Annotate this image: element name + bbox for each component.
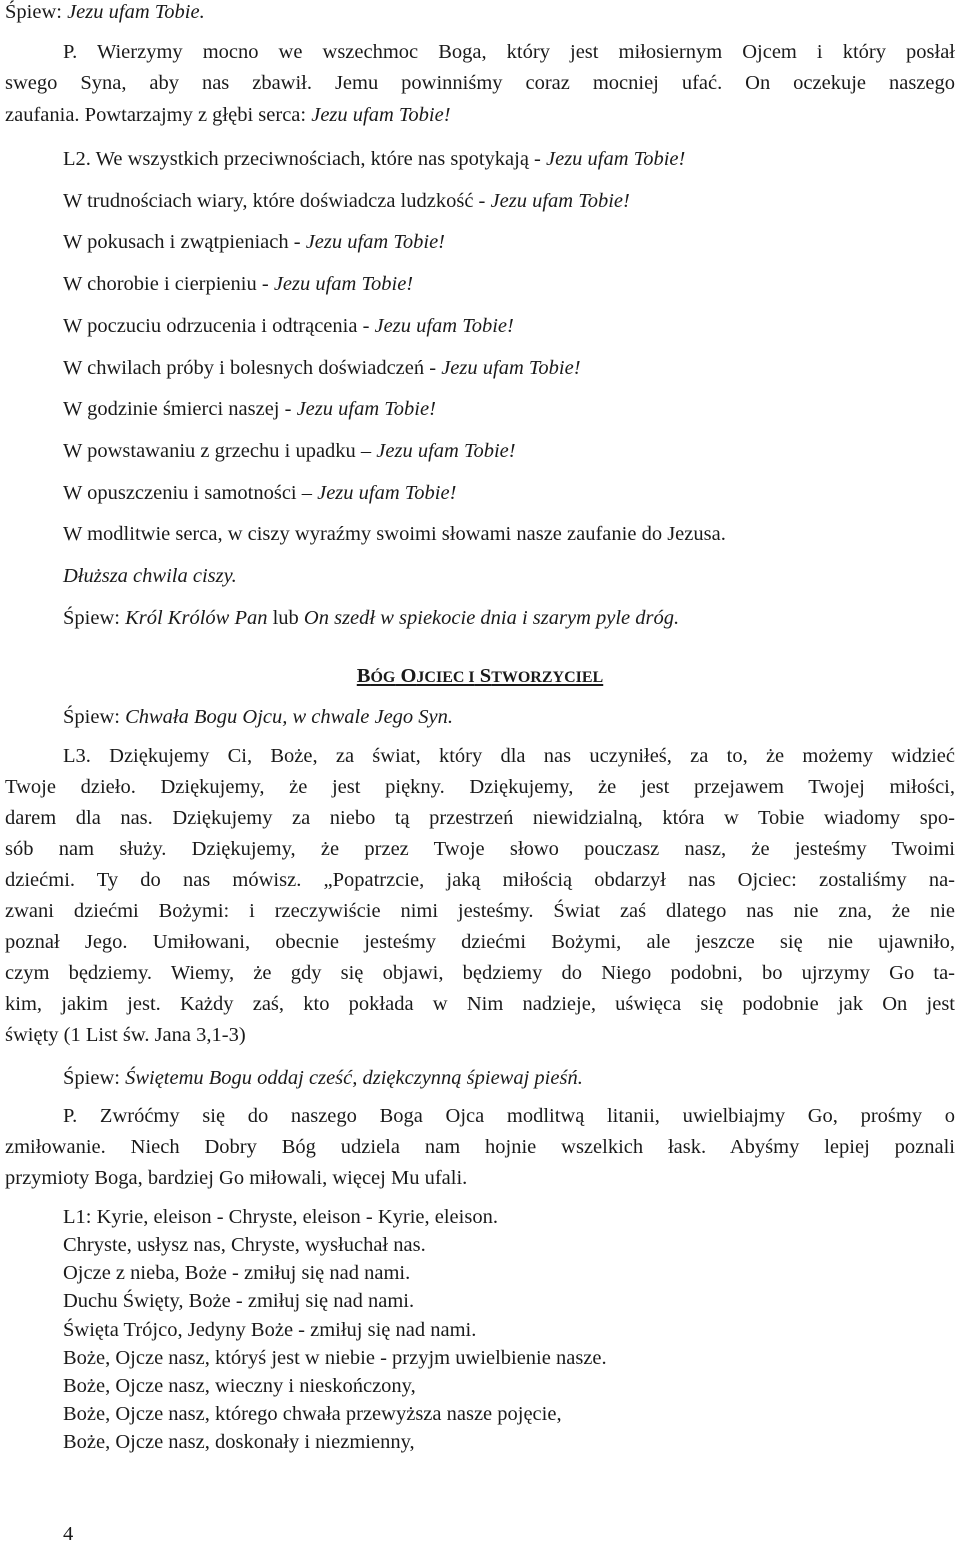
text-run: zwani dziećmi Bożymi: i rzeczywiście nimi jesteśmy. Świat zaś dlatego nas nie zna, że nie [5, 900, 955, 922]
text-run: czym będziemy. Wiemy, że gdy się objawi, będziemy do Niego podobni, bo ujrzymy Go ta- [5, 962, 955, 984]
text-run: Boże, Ojcze nasz, doskonały i niezmienny, [63, 1431, 415, 1453]
text-line [5, 1023, 246, 1047]
text-run: W chorobie i cierpieniu - [63, 273, 274, 295]
text-line [63, 272, 413, 296]
text-line [63, 314, 514, 338]
text-run: P. Zwróćmy się do naszego Boga Ojca modlitwą litanii, uwielbiajmy Go, prośmy o [63, 1105, 955, 1127]
text-line [5, 868, 955, 892]
italic-text: Jezu ufam Tobie! [311, 104, 451, 126]
text-line [63, 1261, 410, 1285]
text-line [63, 1289, 414, 1313]
text-line [63, 481, 456, 505]
text-line [63, 1205, 498, 1229]
text-line [63, 439, 516, 463]
text-run: L3. Dziękujemy Ci, Boże, za świat, który dla nas uczyniłeś, za to, że możemy widzieć [63, 745, 955, 767]
text-line [5, 103, 451, 127]
heading-part: S [474, 665, 492, 687]
text-run: zmiłowanie. Niech Dobry Bóg udziela nam hojnie wszelkich łask. Abyśmy lepiej poznali [5, 1136, 955, 1158]
section-heading [5, 664, 955, 690]
text-line [5, 1166, 467, 1190]
text-run: W pokusach i zwątpieniach - [63, 231, 306, 253]
text-line [5, 837, 955, 861]
text-run: święty (1 List św. Jana 3,1-3) [5, 1024, 246, 1046]
italic-text: Jezu ufam Tobie! [376, 440, 516, 462]
text-line [63, 1104, 955, 1128]
text-line [63, 397, 436, 421]
text-line [5, 961, 955, 985]
text-line [63, 606, 679, 630]
italic-text: Świętemu Bogu oddaj cześć, dziękczynną śpiewaj pieśń. [125, 1067, 583, 1089]
text-run: Śpiew: [63, 706, 126, 728]
text-line [63, 744, 955, 768]
text-run: Śpiew: [63, 607, 126, 629]
text-line [5, 806, 955, 830]
heading-part: O [395, 665, 417, 687]
text-line [5, 992, 955, 1016]
text-line [63, 1402, 562, 1426]
text-run: zaufania. Powtarzajmy z głębi serca: [5, 104, 312, 126]
text-run: Święta Trójco, Jedyny Boże - zmiłuj się nad nami. [63, 1319, 477, 1341]
text-line [5, 930, 955, 954]
text-run: Ojcze z nieba, Boże - zmiłuj się nad nami. [63, 1262, 411, 1284]
text-run: Duchu Święty, Boże - zmiłuj się nad nami. [63, 1290, 415, 1312]
italic-text: Jezu ufam Tobie! [317, 482, 457, 504]
text-run: W godzinie śmierci naszej - [63, 398, 297, 420]
text-line [63, 1430, 415, 1454]
text-run: W trudnościach wiary, które doświadcza ludzkość - [63, 190, 491, 212]
text-line [63, 564, 237, 588]
text-run: swego Syna, aby nas zbawił. Jemu powinniśmy coraz mocniej ufać. On oczekuje naszego [5, 72, 955, 94]
italic-text: Dłuższa chwila ciszy. [63, 565, 237, 587]
text-run: Boże, Ojcze nasz, któryś jest w niebie - przyjm uwielbienie nasze. [63, 1347, 607, 1369]
text-line [63, 1346, 607, 1370]
italic-text: Jezu ufam Tobie! [441, 357, 581, 379]
text-line [63, 522, 726, 546]
page-number: 4 [63, 1523, 74, 1545]
heading-part: ÓG [370, 669, 396, 686]
text-line [63, 147, 685, 171]
text-run: Chryste, usłysz nas, Chryste, wysłuchał nas. [63, 1234, 426, 1256]
italic-text: Jezu ufam Tobie! [273, 273, 414, 295]
text-line [63, 1318, 476, 1342]
text-line [63, 1066, 583, 1090]
italic-text: Jezu ufam Tobie! [374, 315, 514, 337]
text-run: Śpiew: [5, 1, 68, 23]
text-run: poznał Jego. Umiłowani, obecnie jesteśmy dziećmi Bożymi, ale jeszcze się nie ujawniło, [5, 931, 955, 953]
text-line [63, 1233, 426, 1257]
text-line [5, 899, 955, 923]
text-run: L1: Kyrie, eleison - Chryste, eleison - Kyrie, eleison. [63, 1206, 498, 1228]
text-run: W poczuciu odrzucenia i odtrącenia - [63, 315, 375, 337]
italic-text: Jezu ufam Tobie! [305, 231, 446, 253]
text-run: Twoje dzieło. Dziękujemy, że jest piękny. Dziękujemy, że jest przejawem Twojej miłości, [5, 776, 955, 798]
text-run: Śpiew: [63, 1067, 126, 1089]
italic-text: Jezu ufam Tobie! [546, 148, 686, 170]
text-run: Boże, Ojcze nasz, którego chwała przewyższa nasze pojęcie, [63, 1403, 562, 1425]
italic-text: Jezu ufam Tobie. [67, 1, 205, 23]
text-run: W opuszczeniu i samotności – [63, 482, 318, 504]
text-run: W powstawaniu z grzechu i upadku – [63, 440, 377, 462]
text-line [5, 0, 205, 24]
text-run: Boże, Ojcze nasz, wieczny i nieskończony, [63, 1375, 416, 1397]
text-run: darem dla nas. Dziękujemy za niebo tą przestrzeń niewidzialną, która w Tobie wiadomy spo- [5, 807, 955, 829]
text-run: dziećmi. Ty do nas mówisz. „Popatrzcie, jaką miłością obdarzył nas Ojciec: zostaliśmy na- [5, 869, 955, 891]
text-line [5, 1135, 955, 1159]
text-line [5, 775, 955, 799]
italic-text: On szedł w spiekocie dnia i szarym pyle dróg. [303, 607, 680, 629]
text-line [63, 40, 955, 64]
text-line [63, 356, 581, 380]
heading-part: TWORZYCIEL [491, 669, 604, 686]
text-line [63, 230, 445, 254]
text-run: L2. We wszystkich przeciwnościach, które nas spotykają - [63, 148, 546, 170]
text-run: lub [267, 607, 304, 629]
text-run: W modlitwie serca, w ciszy wyraźmy swoimi słowami nasze zaufanie do Jezusa. [63, 523, 726, 545]
italic-text: Jezu ufam Tobie! [296, 398, 436, 420]
text-run: W chwilach próby i bolesnych doświadczeń - [63, 357, 442, 379]
heading-part: JCIEC I [416, 669, 475, 686]
italic-text: Chwała Bogu Ojcu, w chwale Jego Syn. [125, 706, 454, 728]
text-run: sób nam służy. Dziękujemy, że przez Twoje słowo pouczasz nasz, że jesteśmy Twoimi [5, 838, 955, 860]
text-line [5, 71, 955, 95]
text-run: kim, jakim jest. Każdy zaś, kto pokłada w Nim nadzieje, uświęca się podobnie jak On jest [5, 993, 955, 1015]
text-line [63, 1374, 416, 1398]
italic-text: Jezu ufam Tobie! [490, 190, 630, 212]
text-run: przymioty Boga, bardziej Go miłowali, więcej Mu ufali. [5, 1167, 468, 1189]
text-run: P. Wierzymy mocno we wszechmoc Boga, który jest miłosiernym Ojcem i który posłał [63, 41, 955, 63]
italic-text: Król Królów Pan [125, 607, 268, 629]
text-line [63, 189, 630, 213]
heading-part: B [356, 665, 371, 687]
text-line [63, 705, 453, 729]
